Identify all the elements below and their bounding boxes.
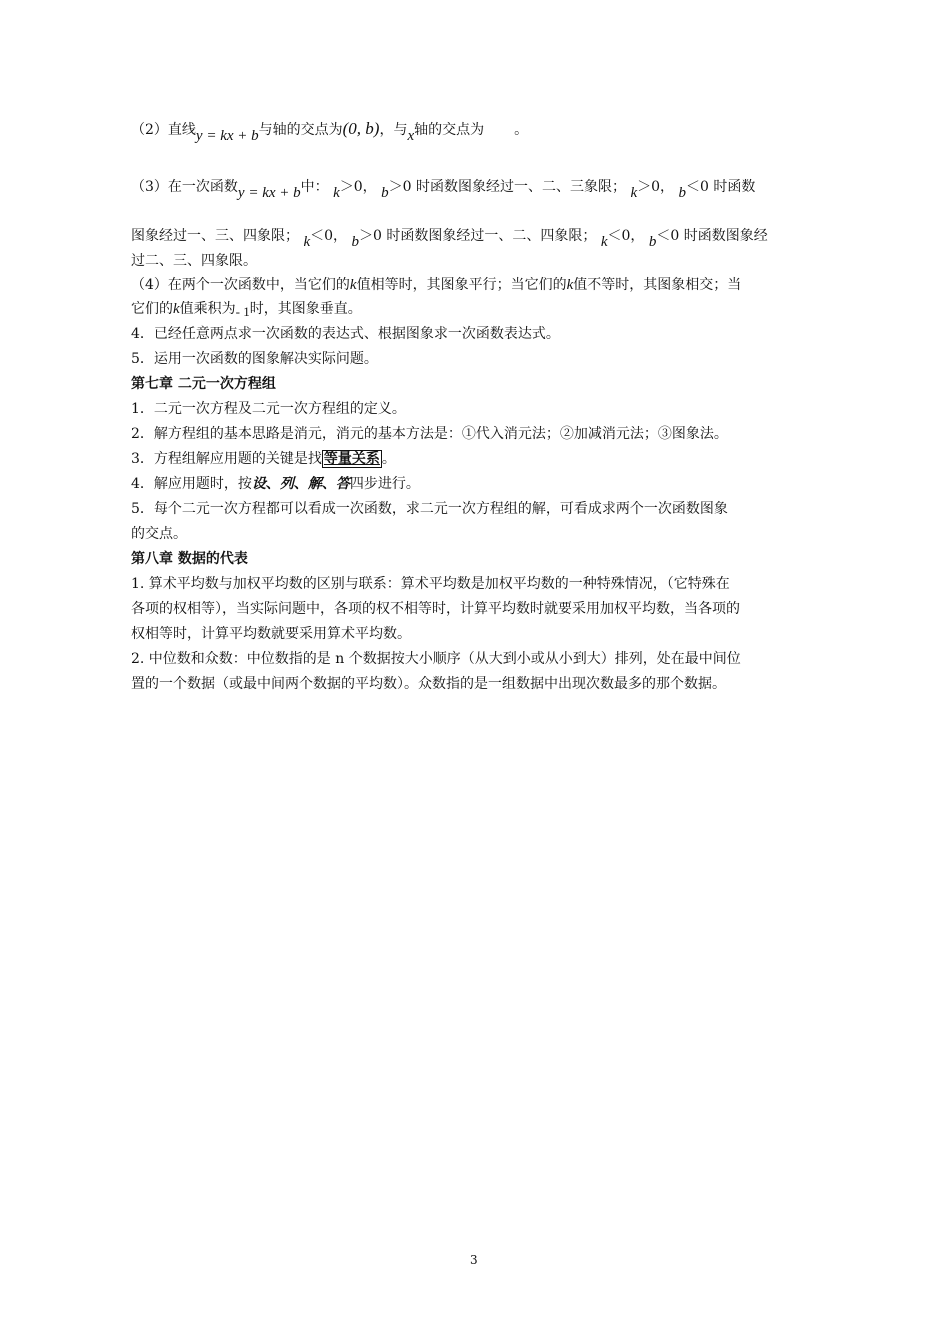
page-number: 3 <box>470 1253 478 1267</box>
list-item: 2. 中位数和众数：中位数指的是 n 个数据按大小顺序（从大到小或从小到大）排列，处在最中间位 <box>131 651 741 667</box>
list-item: 1．二元一次方程及二元一次方程组的定义。 <box>131 401 406 417</box>
text: 。 <box>514 122 529 138</box>
item-4-line-2: 它们的k值乘积为- 1时，其图象垂直。 <box>131 301 362 319</box>
list-item-cont: 各项的权相等），当实际问题中，各项的权不相等时，计算平均数时就要采用加权平均数，当各项的 <box>131 601 740 617</box>
text: 与轴的交点为 <box>258 122 343 138</box>
item-3-line-3: 过二、三、四象限。 <box>131 253 257 269</box>
list-item: 5．运用一次函数的图象解决实际问题。 <box>131 351 378 367</box>
text: ，与 <box>379 122 408 138</box>
item-3-line-1: （3）在一次函数y = kx + b中： k＞0， b＞0 时函数图象经过一、二、三象限； k＞0， b＜0 时函数 <box>131 179 756 201</box>
list-item: 5．每个二元一次方程都可以看成一次函数，求二元一次方程组的解，可看成求两个一次函数图象 <box>131 501 728 517</box>
text: 轴的交点为 <box>414 122 485 138</box>
list-item: 4．已经任意两点求一次函数的表达式、根据图象求一次函数表达式。 <box>131 326 560 342</box>
list-item-cont: 置的一个数据（或最中间两个数据的平均数）。众数指的是一组数据中出现次数最多的那个数据。 <box>131 676 726 692</box>
item-4-line-1: （4）在两个一次函数中，当它们的k值相等时，其图象平行；当它们的k值不等时，其图象相交；当 <box>131 277 742 293</box>
list-item: 1. 算术平均数与加权平均数的区别与联系：算术平均数是加权平均数的一种特殊情况，（它特殊在 <box>131 576 730 592</box>
list-item-cont: 权相等时，计算平均数就要采用算术平均数。 <box>131 626 411 642</box>
key-term: 等量关系 <box>323 451 380 467</box>
formula: y = kx + b <box>237 185 301 201</box>
list-item: 2．解方程组的基本思路是消元，消元的基本方法是：①代入消元法；②加减消元法；③图象法。 <box>131 426 728 442</box>
text: （2）直线 <box>131 122 196 138</box>
list-item: 3．方程组解应用题的关键是找 等量关系 。 <box>131 451 396 467</box>
chapter-8-title: 第八章 数据的代表 <box>131 551 248 567</box>
list-item-cont: 的交点。 <box>131 526 187 542</box>
var-x: x <box>407 128 415 144</box>
chapter-7-title: 第七章 二元一次方程组 <box>131 376 276 392</box>
point: (0, b) <box>342 119 380 138</box>
formula: y = kx + b <box>195 128 259 144</box>
item-2-line <box>131 119 529 144</box>
item-3-line-2: 图象经过一、三、四象限； k＜0， b＞0 时函数图象经过一、二、四象限； k＜0， b＜0 时函数图象经 <box>131 228 768 250</box>
list-item: 4．解应用题时，按设、列、解、答四步进行。 <box>131 476 420 492</box>
